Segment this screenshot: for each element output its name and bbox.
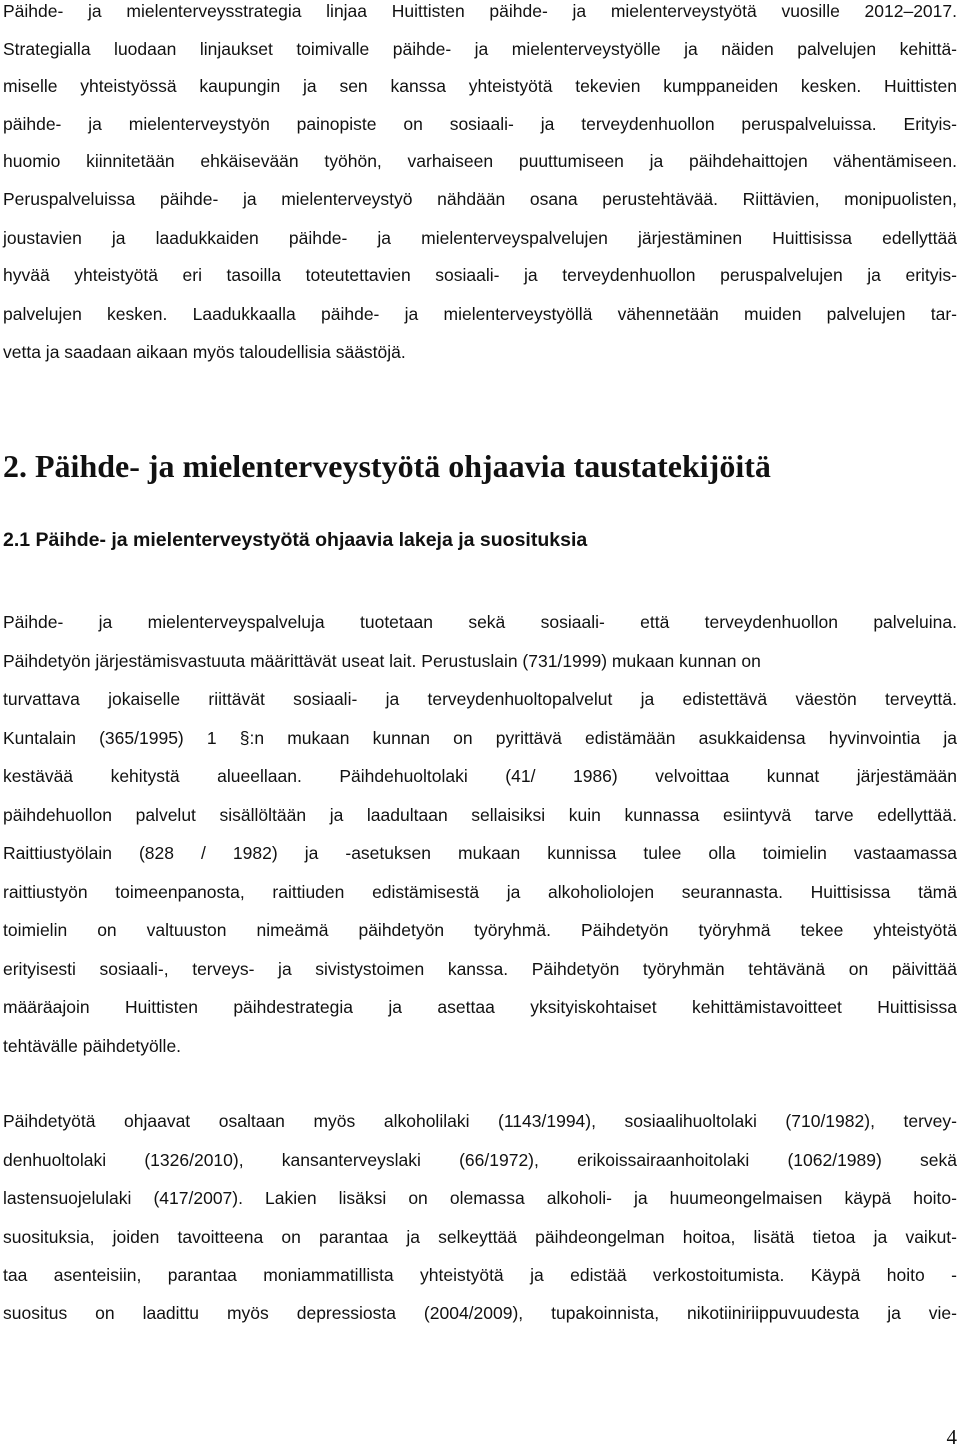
subsection-heading: 2.1 Päihde- ja mielenterveystyötä ohjaavia lakeja ja suosituksia [3,529,588,551]
text-line: Peruspalveluissa päihde- ja mielenterveystyö nähdään osana perustehtävää. Riittävien, monipuolisten, [3,189,957,209]
text-line: päihde- ja mielenterveystyön painopiste on sosiaali- ja terveydenhuollon peruspalveluissa. Erityis- [3,114,957,134]
text-line: huomio kiinnitetään ehkäisevään työhön, varhaiseen puuttumiseen ja päihdehaittojen vähentämiseen. [3,151,957,171]
text-line: toimielin on valtuuston nimeämä päihdetyön työryhmä. Päihdetyön työryhmä tekee yhteistyötä [3,920,957,940]
text-line: kestävää kehitystä alueellaan. Päihdehuoltolaki (41/ 1986) velvoittaa kunnat järjestämään [3,766,957,786]
text-line: määräajoin Huittisten päihdestrategia ja asettaa yksityiskohtaiset kehittämistavoitteet Huittisissa [3,997,957,1017]
text-line: lastensuojelulaki (417/2007). Lakien lisäksi on olemassa alkoholi- ja huumeongelmaisen käypä hoito- [3,1188,957,1208]
section-heading: 2. Päihde- ja mielenterveystyötä ohjaavia taustatekijöitä [3,448,771,484]
text-line: Päihde- ja mielenterveysstrategia linjaa Huittisten päihde- ja mielenterveystyötä vuosille 2012–2017. [3,1,957,21]
text-line: taa asenteisiin, parantaa moniammatillista yhteistyötä ja edistää verkostoitumista. Käypä hoito - [3,1265,957,1285]
text-line: miselle yhteistyössä kaupungin ja sen kanssa yhteistyötä tekevien kumppaneiden kesken. Huittisten [3,76,957,96]
text-line: Päihde- ja mielenterveyspalveluja tuotetaan sekä sosiaali- että terveydenhuollon palveluina. [3,612,957,632]
text-line: Strategialla luodaan linjaukset toimivalle päihde- ja mielenterveystyölle ja näiden palvelujen kehittä- [3,39,957,59]
text-line: denhuoltolaki (1326/2010), kansanterveyslaki (66/1972), erikoissairaanhoitolaki (1062/1989) sekä [3,1150,957,1170]
text-line: Päihdetyötä ohjaavat osaltaan myös alkoholilaki (1143/1994), sosiaalihuoltolaki (710/1982), tervey- [3,1111,957,1131]
text-line: joustavien ja laadukkaiden päihde- ja mielenterveyspalvelujen järjestäminen Huittisissa edellyttää [3,228,957,248]
text-line: tehtävälle päihdetyölle. [3,1036,182,1056]
text-line: suositus on laadittu myös depressiosta (2004/2009), tupakoinnista, nikotiiniriippuvuudesta ja vie- [3,1303,957,1323]
text-line: hyvää yhteistyötä eri tasoilla toteutettavien sosiaali- ja terveydenhuollon peruspalvelujen ja erityis- [3,265,957,285]
text-line: vetta ja saadaan aikaan myös taloudellisia säästöjä. [3,342,406,362]
page-number: 4 [946,1425,957,1449]
text-line: suosituksia, joiden tavoitteena on parantaa ja selkeyttää päihdeongelman hoitoa, lisätä tietoa ja vaikut- [3,1227,957,1247]
text-line: Raittiustyölain (828 / 1982) ja -asetuksen mukaan kunnissa tulee olla toimielin vastaamassa [3,843,957,863]
text-line: turvattava jokaiselle riittävät sosiaali- ja terveydenhuoltopalvelut ja edistettävä väestön terveyttä. [3,689,957,709]
text-line: erityisesti sosiaali-, terveys- ja sivistystoimen kanssa. Päihdetyön työryhmän tehtävänä on päivittää [3,959,957,979]
text-line: päihdehuollon palvelut sisällöltään ja laadultaan sellaisiksi kuin kunnassa esiintyvä tarve edellyttää. [3,805,957,825]
text-line: raittiustyön toimeenpanosta, raittiuden edistämisestä ja alkoholiolojen seurannasta. Huittisissa tämä [3,882,957,902]
text-line: Päihdetyön järjestämisvastuuta määrittävät useat lait. Perustuslain (731/1999) mukaan kunnan on [3,651,761,671]
text-line: Kuntalain (365/1995) 1 §:n mukaan kunnan on pyrittävä edistämään asukkaidensa hyvinvointia ja [3,728,957,748]
text-line: palvelujen kesken. Laadukkaalla päihde- ja mielenterveystyöllä vähennetään muiden palvelujen tar- [3,304,957,324]
